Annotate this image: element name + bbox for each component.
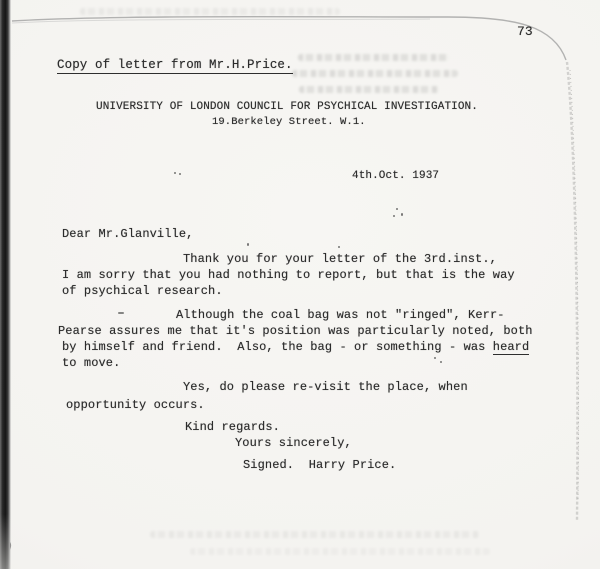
bleed-through-line [190,548,490,555]
bleed-through-line [150,531,480,538]
ink-speck [338,246,340,248]
bleed-through-line [292,70,458,77]
paragraph3-line1: Yes, do please re-visit the place, when [183,380,468,394]
letter-copy-heading [57,57,293,73]
paragraph2-line4: to move. [62,356,121,370]
letterhead-organization: UNIVERSITY OF LONDON COUNCIL FOR PSYCHICAL INVESTIGATION. [96,101,478,113]
paragraph3-line2: opportunity occurs. [66,398,205,412]
ink-speck [393,215,395,217]
closing-regards: Kind regards. [185,420,280,434]
page-top-edge-shadow [12,19,430,23]
letter-copy-heading-text: Copy of letter from Mr.H.Price. [57,58,293,72]
paragraph1-line3: of psychical research. [62,284,223,298]
closing-sincerely: Yours sincerely, [235,436,352,450]
page-number: 73 [517,24,533,39]
paragraph2-underlined-word: heard [492,340,530,354]
page-right-edge [567,62,577,520]
salutation: Dear Mr.Glanville, [62,227,194,241]
bleed-through-line [80,8,340,15]
ink-speck [396,208,398,210]
ink-speck [434,357,436,359]
signature-line: Signed. Harry Price. [243,458,397,472]
paragraph2-line3 [62,339,529,355]
paragraph2-line2: Pearse assures me that it's position was particularly noted, both [58,324,533,338]
bleed-through-line [299,86,439,93]
ink-speck [440,361,442,363]
bleed-through-line [298,54,450,61]
ink-speck [179,173,181,175]
paragraph1-line2: I am sorry that you had nothing to report, but that is the way [62,268,515,282]
ink-speck [174,172,176,174]
binding-edge [0,0,11,569]
ink-smudge [118,312,124,314]
letter-date: 4th.Oct. 1937 [352,170,440,182]
page-top-edge [12,17,566,60]
paragraph2-line3-text: by himself and friend. Also, the bag - or something - was [62,340,493,354]
paragraph2-line1: Although the coal bag was not "ringed", Kerr- [176,308,505,322]
paragraph1-line1: Thank you for your letter of the 3rd.inst., [183,252,497,266]
letterhead-address: 19.Berkeley Street. W.1. [212,116,366,128]
ink-speck [247,243,249,246]
ink-speck [401,213,403,216]
